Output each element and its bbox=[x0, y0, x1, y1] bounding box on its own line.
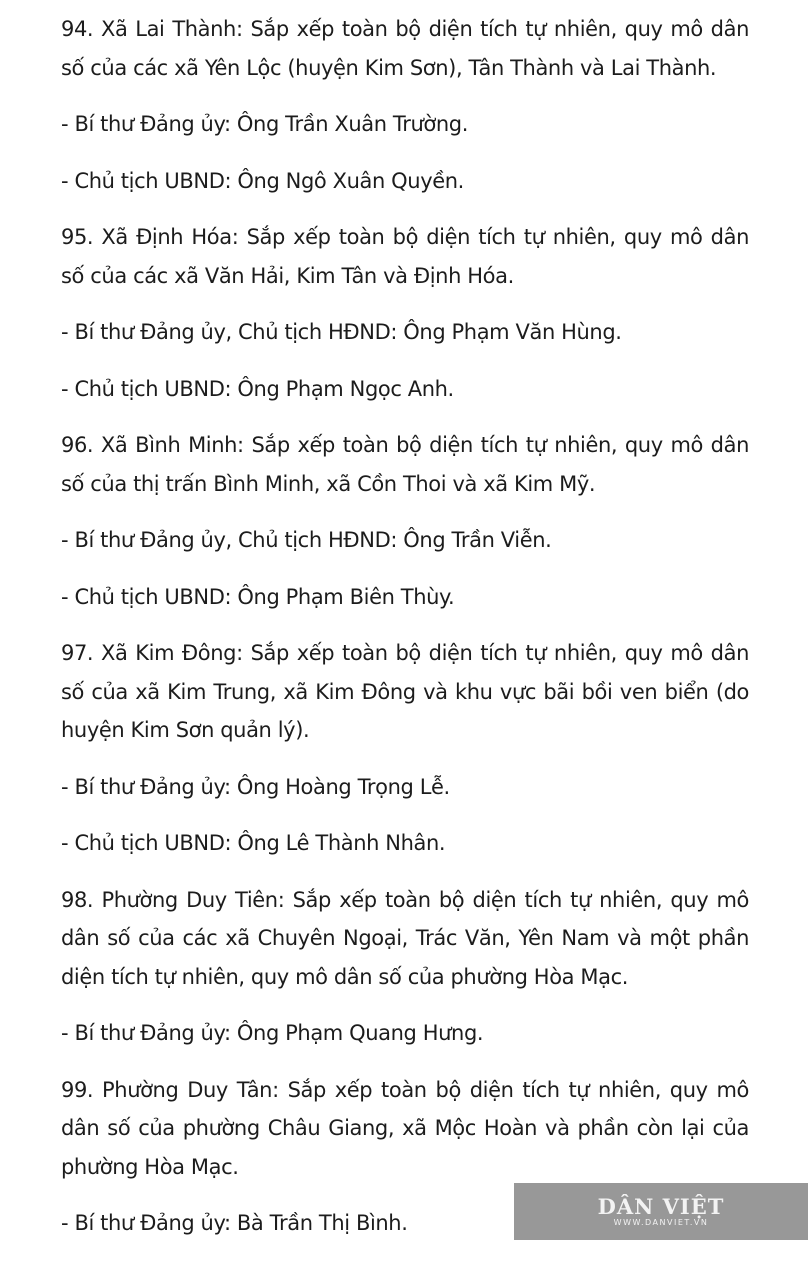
watermark-url: WWW.DANVIET.VN bbox=[613, 1217, 709, 1227]
item-94-description: 94. Xã Lai Thành: Sắp xếp toàn bộ diện tích tự nhiên, quy mô dân số của các xã Yên Lộc (huyện Kim Sơn), Tân Thành và Lai Thành. bbox=[61, 17, 749, 80]
item-98-party-secretary: - Bí thư Đảng ủy: Ông Phạm Quang Hưng. bbox=[61, 1021, 484, 1045]
item-97-description: 97. Xã Kim Đông: Sắp xếp toàn bộ diện tích tự nhiên, quy mô dân số của xã Kim Trung, xã Kim Đông và khu vực bãi bồi ven biển (do huyện Kim Sơn quản lý). bbox=[61, 641, 749, 742]
item-94-party-secretary: - Bí thư Đảng ủy: Ông Trần Xuân Trường. bbox=[61, 112, 468, 136]
danviet-watermark-logo bbox=[514, 1183, 808, 1240]
item-97-chairman: - Chủ tịch UBND: Ông Lê Thành Nhân. bbox=[61, 831, 446, 855]
item-98-description: 98. Phường Duy Tiên: Sắp xếp toàn bộ diện tích tự nhiên, quy mô dân số của các xã Chuyên Ngoại, Trác Văn, Yên Nam và một phần diện tích tự nhiên, quy mô dân số của phường Hòa Mạc. bbox=[61, 887, 749, 989]
item-95-chairman: - Chủ tịch UBND: Ông Phạm Ngọc Anh. bbox=[61, 376, 454, 401]
item-96-description: 96. Xã Bình Minh: Sắp xếp toàn bộ diện tích tự nhiên, quy mô dân số của thị trấn Bình Minh, xã Cồn Thoi và xã Kim Mỹ. bbox=[61, 433, 749, 496]
item-99-description: 99. Phường Duy Tân: Sắp xếp toàn bộ diện tích tự nhiên, quy mô dân số của phường Châu Giang, xã Mộc Hoàn và phần còn lại của phường Hòa Mạc. bbox=[61, 1077, 749, 1179]
item-94-chairman: - Chủ tịch UBND: Ông Ngô Xuân Quyền. bbox=[61, 168, 464, 193]
item-99-party-secretary: - Bí thư Đảng ủy: Bà Trần Thị Bình. bbox=[61, 1211, 408, 1235]
item-95-party-secretary: - Bí thư Đảng ủy, Chủ tịch HĐND: Ông Phạm Văn Hùng. bbox=[61, 320, 622, 344]
item-96-party-secretary: - Bí thư Đảng ủy, Chủ tịch HĐND: Ông Trần Viễn. bbox=[61, 528, 552, 552]
item-97-party-secretary: - Bí thư Đảng ủy: Ông Hoàng Trọng Lễ. bbox=[61, 774, 450, 799]
item-96-chairman: - Chủ tịch UBND: Ông Phạm Biên Thùy. bbox=[61, 584, 455, 609]
watermark-brand: DÂN VIỆT bbox=[597, 1193, 725, 1219]
item-95-description: 95. Xã Định Hóa: Sắp xếp toàn bộ diện tích tự nhiên, quy mô dân số của các xã Văn Hải, Kim Tân và Định Hóa. bbox=[61, 225, 749, 288]
